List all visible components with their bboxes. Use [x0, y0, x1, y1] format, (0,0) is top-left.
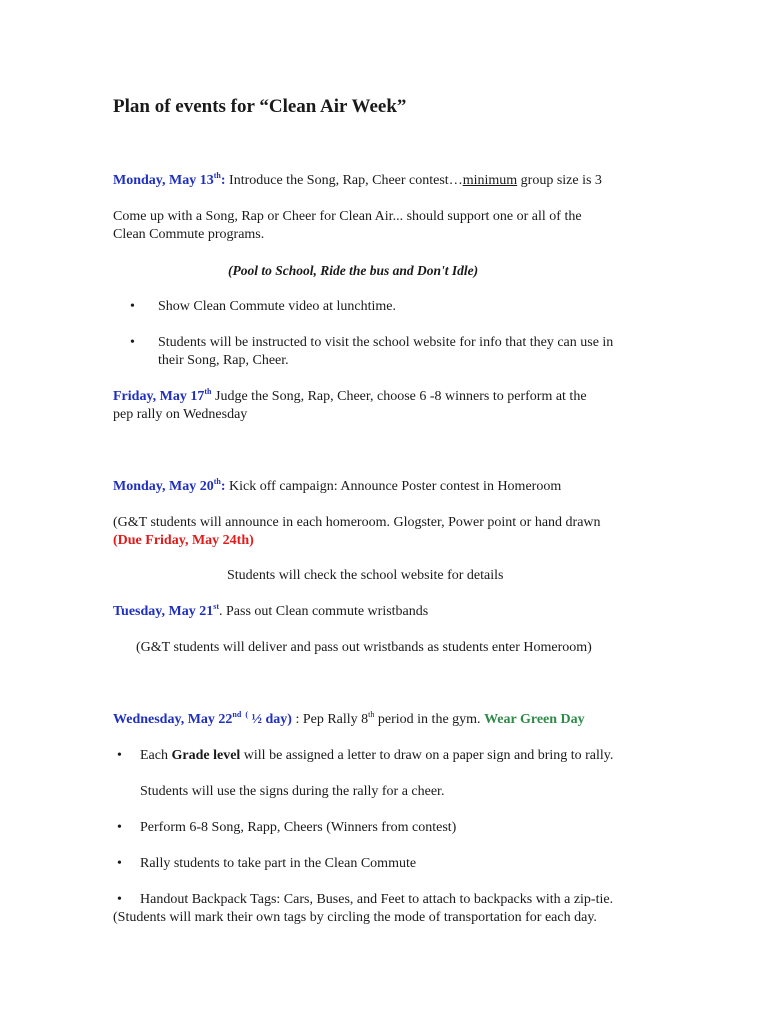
friday-17-text: Judge the Song, Rap, Cheer, choose 6 -8 winners to perform at the	[211, 389, 587, 404]
tuesday-21-date: Tuesday, May 21st	[113, 602, 220, 619]
friday-17-date: Friday, May 17th	[113, 387, 212, 404]
handout-item-line-2: (Students will mark their own tags by circling the mode of transportation for each day.	[113, 910, 597, 925]
monday-20-text: Kick off campaign: Announce Poster contest in Homeroom	[225, 479, 562, 494]
wear-green-day: Wear Green Day	[484, 712, 585, 727]
monday-20-heading	[113, 478, 561, 496]
perform-item: Perform 6-8 Song, Rapp, Cheers (Winners from contest)	[140, 820, 457, 835]
monday-13-heading	[113, 172, 602, 190]
due-date-note: (Due Friday, May 24th)	[113, 533, 254, 548]
friday-17-line-2: pep rally on Wednesday	[113, 407, 248, 422]
video-bullet-text: Show Clean Commute video at lunchtime.	[158, 299, 396, 314]
period-text: period in the gym.	[374, 712, 485, 727]
bullet-icon: •	[130, 335, 135, 350]
website-bullet-line-2: their Song, Rap, Cheer.	[158, 353, 289, 368]
come-up-line-2: Clean Commute programs.	[113, 227, 265, 242]
wednesday-22-date: Wednesday, May 22nd ( ½ day)	[113, 710, 292, 727]
bullet-icon: •	[117, 856, 122, 871]
gt-deliver-note: (G&T students will deliver and pass out wristbands as students enter Homeroom)	[136, 640, 592, 655]
grade-level-item: Each Grade level will be assigned a letter to draw on a paper sign and bring to rally.	[140, 748, 614, 763]
gt-announce-line: (G&T students will announce in each homeroom. Glogster, Power point or hand drawn	[113, 515, 601, 530]
bullet-icon: •	[130, 299, 135, 314]
wednesday-22-heading: Wednesday, May 22nd ( ½ day) : Pep Rally 8th period in the gym. Wear Green Day	[113, 710, 585, 727]
friday-17-heading	[113, 388, 587, 406]
monday-13-date: Monday, May 13th:	[113, 171, 226, 188]
pep-rally-text: : Pep Rally 8	[291, 712, 369, 727]
website-bullet-line-1: Students will be instructed to visit the school website for info that they can use in	[158, 335, 614, 350]
handout-item-line-1: Handout Backpack Tags: Cars, Buses, and Feet to attach to backpacks with a zip-tie.	[140, 892, 614, 907]
monday-20-date: Monday, May 20th:	[113, 477, 226, 494]
minimum-underlined: minimum	[462, 173, 518, 188]
come-up-line-1: Come up with a Song, Rap or Cheer for Clean Air... should support one or all of the	[113, 209, 582, 224]
rally-item: Rally students to take part in the Clean Commute	[140, 856, 417, 871]
signs-note: Students will use the signs during the rally for a cheer.	[140, 784, 445, 799]
bullet-icon: •	[117, 892, 122, 907]
page-title: Plan of events for “Clean Air Week”	[113, 96, 407, 117]
check-website-note: Students will check the school website for details	[227, 568, 504, 583]
bullet-icon: •	[117, 748, 122, 763]
monday-13-text: Introduce the Song, Rap, Cheer contest…	[225, 173, 463, 188]
tuesday-21-text: . Pass out Clean commute wristbands	[219, 604, 429, 619]
group-size-text: group size is 3	[517, 173, 602, 188]
programs-note: (Pool to School, Ride the bus and Don't Idle)	[228, 263, 479, 278]
tuesday-21-heading	[113, 603, 428, 621]
bullet-icon: •	[117, 820, 122, 835]
